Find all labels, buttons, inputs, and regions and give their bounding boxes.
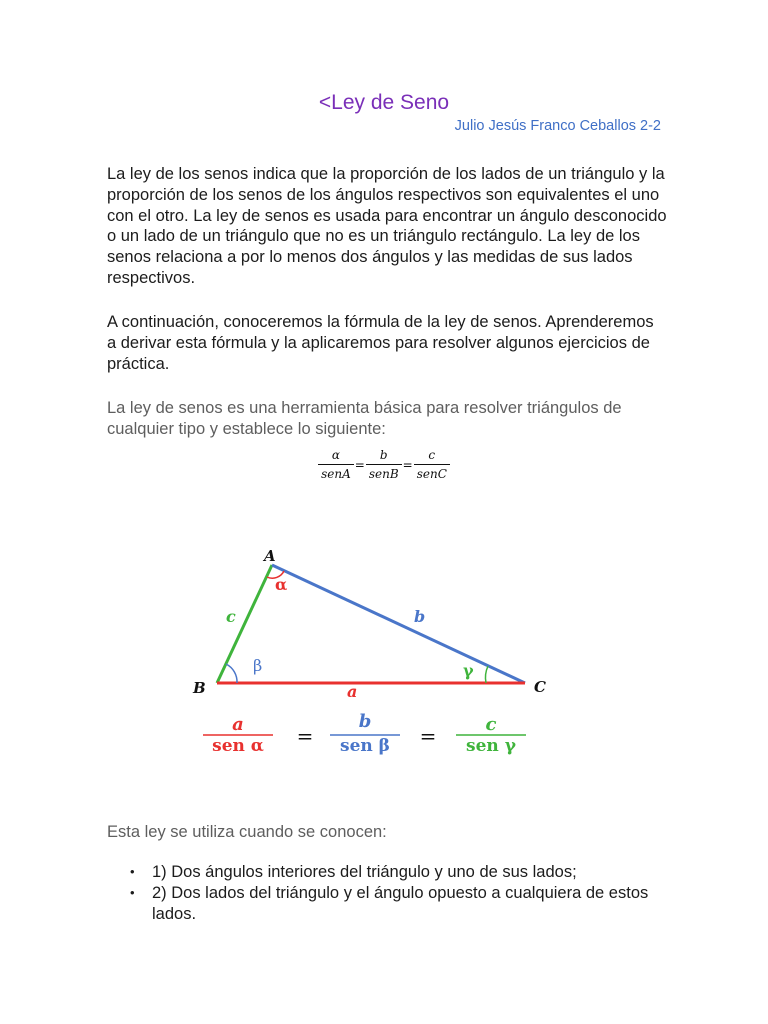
angle-beta-label: β — [253, 656, 263, 675]
vertex-c-label: C — [534, 678, 546, 696]
fraction-c — [414, 448, 450, 481]
usage-intro: Esta ley se utiliza cuando se conocen: — [107, 823, 387, 841]
denominator-senb: senB — [368, 467, 399, 481]
author-name: Julio Jesús Franco Ceballos 2-2 — [454, 118, 661, 134]
side-b-label: b — [414, 607, 426, 626]
bullet-icon: • — [130, 884, 135, 900]
vertex-b-label: B — [193, 679, 206, 697]
formula-equals-1: = — [296, 724, 314, 748]
formula-denominator-beta: sen β — [340, 736, 390, 756]
fraction-b — [366, 448, 402, 481]
list-item — [130, 883, 650, 925]
angle-gamma-arc — [485, 666, 488, 683]
side-c-label: c — [226, 607, 236, 626]
side-b-line — [272, 565, 525, 683]
triangle-diagram — [180, 540, 560, 765]
formula-equals-2: = — [419, 724, 437, 748]
fraction-a — [318, 448, 354, 481]
equals-sign: = — [354, 457, 365, 472]
formula-numerator-b: b — [358, 711, 372, 732]
conditions-list — [130, 862, 650, 924]
side-a-label: a — [347, 682, 358, 701]
formula-numerator-c: c — [485, 714, 497, 735]
law-of-sines-formula — [0, 448, 768, 481]
list-item-text: 1) Dos ángulos interiores del triángulo y uno de sus lados; — [152, 863, 577, 881]
vertex-a-label: A — [264, 547, 276, 565]
list-item — [130, 862, 650, 883]
formula-denominator-alpha: sen α — [212, 736, 264, 756]
derivation-paragraph: A continuación, conoceremos la fórmula de la ley de senos. Aprenderemos a derivar esta fórmula y la aplicaremos para resolver algunos ejercicios de práctica. — [107, 313, 654, 373]
formula-numerator-a: a — [232, 714, 244, 735]
angle-beta-arc — [226, 664, 237, 683]
angle-gamma-label: γ — [463, 661, 474, 680]
equals-sign: = — [402, 457, 413, 472]
denominator-sena: senA — [321, 467, 351, 481]
denominator-senc: senC — [416, 467, 447, 481]
numerator-c: c — [414, 448, 450, 465]
page-title: <Ley de Seno — [318, 91, 450, 114]
list-item-text: 2) Dos lados del triángulo y el ángulo opuesto a cualquiera de estos lados. — [152, 883, 649, 923]
bullet-icon: • — [130, 864, 135, 879]
intro-paragraph: La ley de los senos indica que la proporción de los lados de un triángulo y la proporción de los senos de los ángulos respectivos son equivalentes el uno con el otro. La ley de senos es usada para encontrar un ángulo desconocido o un lado de un triángulo que no es un triángulo rectángulo. La ley de los senos relaciona a por lo menos dos ángulos y las medidas de sus lados respectivos. — [107, 165, 667, 287]
numerator-alpha: α — [318, 448, 354, 465]
statement-paragraph: La ley de senos es una herramienta básica para resolver triángulos de cualquier tipo y establece lo siguiente: — [107, 399, 622, 438]
numerator-b: b — [366, 448, 402, 465]
angle-alpha-label: α — [275, 575, 288, 594]
formula-denominator-gamma: sen γ — [466, 736, 516, 756]
